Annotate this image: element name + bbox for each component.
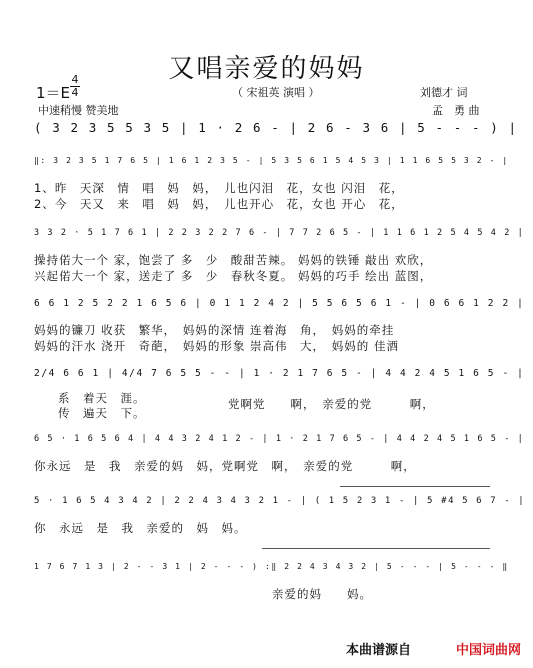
lyric-line-3: 操持偌大一个 家，饱尝了 多 少 酸甜苦辣。 妈妈的铁锤 敲出 欢欣， bbox=[34, 253, 433, 267]
song-title: 又唱亲爱的妈妈 bbox=[168, 54, 365, 84]
lyricist: 刘德才 词 bbox=[420, 86, 468, 99]
lyric-line-7: 系 着天 涯。 bbox=[58, 391, 146, 405]
music-line-3: 3 3 2 · 5 1 7 6 1 | 2 2 3 2 2 7 6 - | 7 7 2 6 5 - | 1 1 6 1 2 5 4 5 4 2 | bbox=[34, 228, 525, 238]
lyric-line-10: 你永远 是 我 亲爱的妈 妈，党啊党 啊， 亲爱的党 啊， bbox=[34, 459, 416, 473]
time-signature bbox=[70, 75, 80, 98]
lyric-line-1: 1、昨 天深 情 唱 妈 妈， 儿也闪泪 花，女也 闪泪 花， bbox=[34, 181, 404, 195]
lyric-line-12: 亲爱的妈 妈。 bbox=[272, 587, 372, 601]
lyric-line-8: 传 遍天 下。 bbox=[58, 406, 146, 420]
lyric-line-9: 党啊党 啊， 亲爱的党 啊， bbox=[228, 397, 435, 411]
performer: （ 宋祖英 演唱 ） bbox=[232, 86, 320, 99]
lyric-line-6: 妈妈的汗水 浇开 奇葩， 妈妈的形象 崇高伟 大， 妈妈的 佳酒 bbox=[34, 339, 399, 353]
composer: 孟 勇 曲 bbox=[432, 104, 480, 117]
time-bottom: 4 bbox=[71, 86, 79, 99]
lyric-line-5: 妈妈的镰刀 收获 繁华， 妈妈的深情 连着海 角， 妈妈的牵挂 bbox=[34, 323, 395, 337]
ending-bracket-2 bbox=[262, 548, 490, 549]
music-line-2: ‖: 3 2 3 5 1 7 6 5 | 1 6 1 2 3 5 - | 5 3 5 6 1 5 4 5 3 | 1 1 6 5 5 3 2 - | bbox=[34, 156, 509, 165]
music-line-7: 5 · 1 6 5 4 3 4 2 | 2 2 4 3 4 3 2 1 - | ( 1 5 2 3 1 - | 5 #4 5 6 7 - | bbox=[34, 496, 526, 506]
music-line-8: 1 7 6 7 1 3 | 2 - - 3 1 | 2 - - - ) :‖ 2 2 4 3 4 3 2 | 5 - - - | 5 - - - ‖ bbox=[34, 562, 509, 571]
lyric-line-4: 兴起偌大一个 家，送走了 多 少 春秋冬夏。 妈妈的巧手 绘出 蓝图， bbox=[34, 269, 433, 283]
music-line-5: 2/4 6 6 1 | 4/4 7 6 5 5 - - | 1 · 2 1 7 6 5 - | 4 4 2 4 5 1 6 5 - | bbox=[34, 368, 525, 379]
time-top: 4 bbox=[71, 73, 79, 86]
lyric-line-11: 你 永远 是 我 亲爱的 妈 妈。 bbox=[34, 521, 247, 535]
lyric-line-2: 2、今 天又 来 唱 妈 妈， 儿也开心 花，女也 开心 花， bbox=[34, 197, 404, 211]
tempo: 中速稍慢 赞美地 bbox=[38, 104, 119, 117]
ending-bracket-1 bbox=[340, 486, 490, 487]
footer-site[interactable]: 中国词曲网 bbox=[455, 643, 521, 658]
music-line-6: 6 5 · 1 6 5 6 4 | 4 4 3 2 4 1 2 - | 1 · 2 1 7 6 5 - | 4 4 2 4 5 1 6 5 - | bbox=[34, 434, 525, 444]
key-signature: 1＝E bbox=[36, 84, 71, 102]
music-line-4: 6 6 1 2 5 2 2 1 6 5 6 | 0 1 1 2 4 2 | 5 5 6 5 6 1 - | 0 6 6 1 2 2 | bbox=[34, 298, 525, 309]
footer-source: 本曲谱源自 bbox=[345, 643, 411, 658]
music-line-1: ( 3 2 3 5 5 3 5 | 1 · 2 6 - | 2 6 - 3 6 | 5 - - - ) | bbox=[34, 120, 518, 135]
